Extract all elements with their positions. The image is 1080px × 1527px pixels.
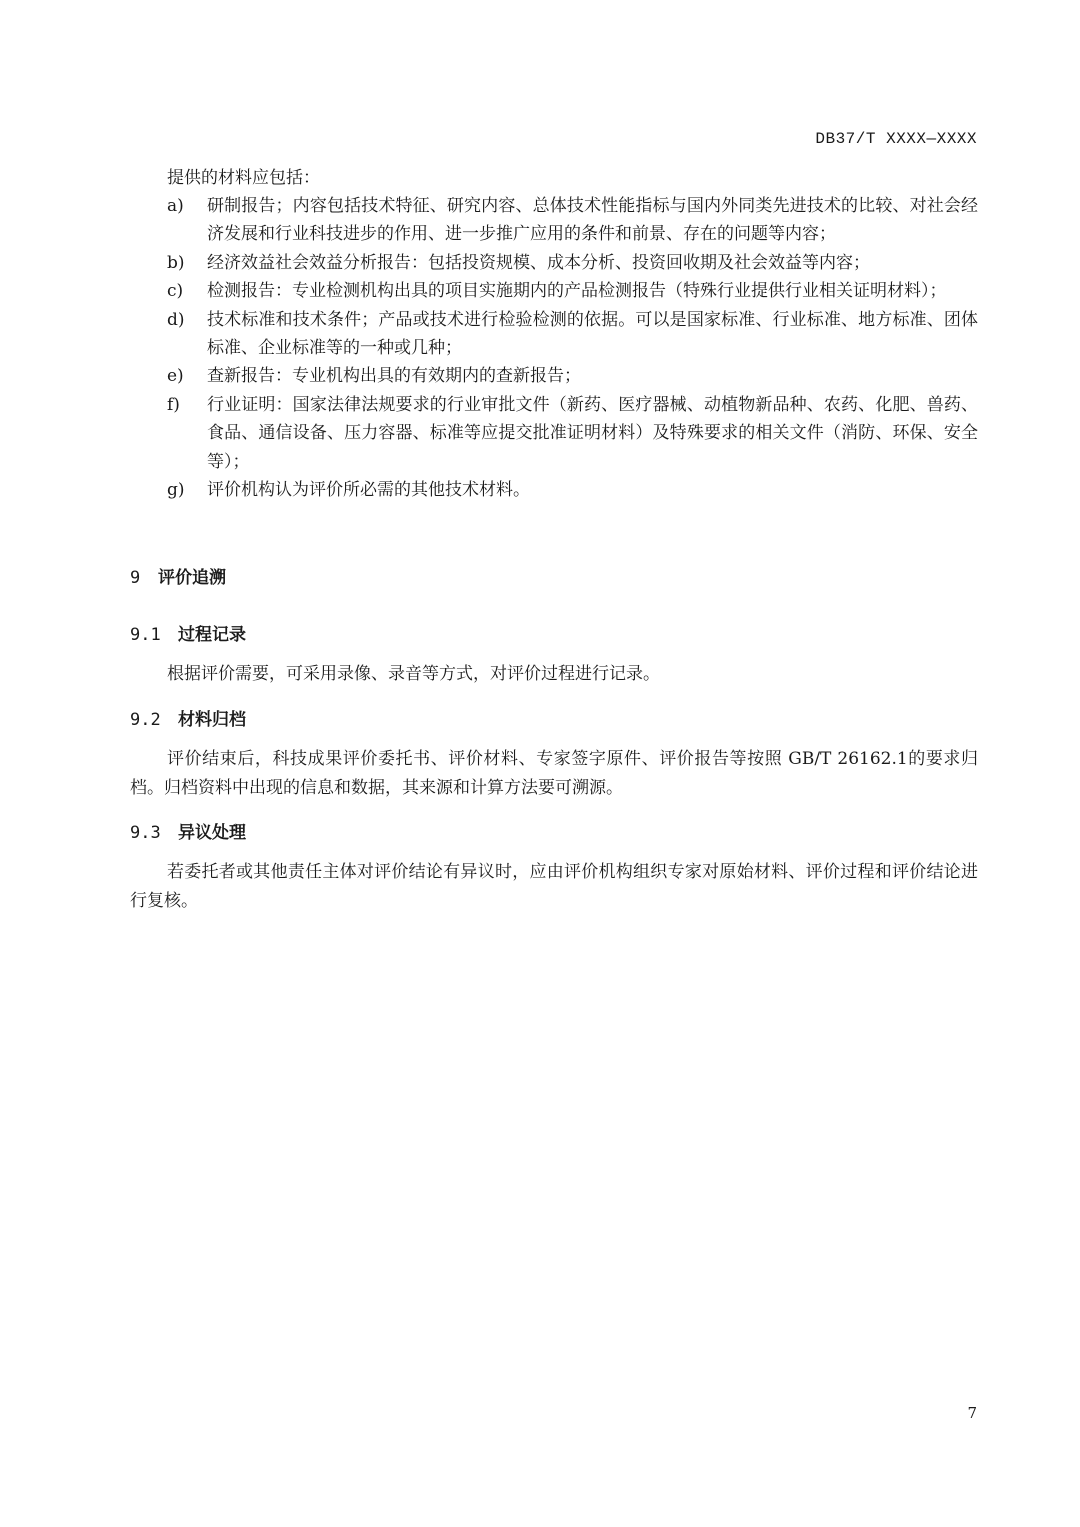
list-item [167,391,978,476]
list-item-text: 评价机构认为评价所必需的其他技术材料。 [207,480,530,501]
list-item-mark: e) [167,366,184,387]
subsection-number: 9.2 [130,710,161,730]
section-9-heading [130,563,226,588]
section-9-3-paragraph: 若委托者或其他责任主体对评价结论有异议时，应由评价机构组织专家对原始材料、评价过程和评价结论进行复核。 [130,862,978,911]
list-item [167,362,978,390]
subsection-number: 9.1 [130,625,161,645]
subsection-number: 9.3 [130,823,161,843]
list-item-text: 查新报告：专业机构出具的有效期内的查新报告； [207,366,581,387]
list-item-mark: g) [167,480,185,501]
section-number: 9 [130,568,141,588]
list-item-mark: c) [167,281,184,302]
list-item-text: 研制报告；内容包括技术特征、研究内容、总体技术性能指标与国内外同类先进技术的比较、对社会经济发展和行业科技进步的作用、进一步推广应用的条件和前景、存在的问题等内容； [207,196,978,245]
section-9-1-paragraph: 根据评价需要，可采用录像、录音等方式，对评价过程进行记录。 [167,664,660,684]
section-title: 评价追溯 [158,568,226,588]
subsection-title: 材料归档 [178,710,246,730]
materials-intro: 提供的材料应包括： [167,168,320,188]
list-item [167,249,978,277]
list-item-text: 检测报告：专业检测机构出具的项目实施期内的产品检测报告（特殊行业提供行业相关证明材料）； [207,281,947,302]
list-item-mark: f) [167,394,180,415]
list-item-mark: a) [167,196,184,216]
document-code: DB37/T XXXX—XXXX [815,130,977,148]
list-item [167,192,978,249]
list-item-mark: b) [167,252,185,273]
page-number: 7 [967,1404,977,1422]
list-item [167,476,978,504]
materials-list [167,192,978,504]
subsection-title: 异议处理 [178,823,246,843]
list-item-text: 行业证明：国家法律法规要求的行业审批文件（新药、医疗器械、动植物新品种、农药、化肥、兽药、食品、通信设备、压力容器、标准等应提交批准证明材料）及特殊要求的相关文件（消防、环保、安全等）； [207,394,978,472]
list-item [167,277,978,305]
list-item-text: 技术标准和技术条件；产品或技术进行检验检测的依据。可以是国家标准、行业标准、地方标准、团体标准、企业标准等的一种或几种； [207,309,978,359]
list-item-text: 经济效益社会效益分析报告：包括投资规模、成本分析、投资回收期及社会效益等内容； [207,252,870,273]
subsection-title: 过程记录 [178,625,246,645]
list-item [167,306,978,363]
section-9-2-heading [130,705,246,730]
list-item-mark: d) [167,309,185,330]
section-9-2-paragraph: 评价结束后，科技成果评价委托书、评价材料、专家签字原件、评价报告等按照 GB/T 26162.1的要求归档。归档资料中出现的信息和数据，其来源和计算方法要可溯源。 [130,749,978,798]
section-9-3-heading [130,818,246,843]
section-9-1-heading [130,620,246,645]
